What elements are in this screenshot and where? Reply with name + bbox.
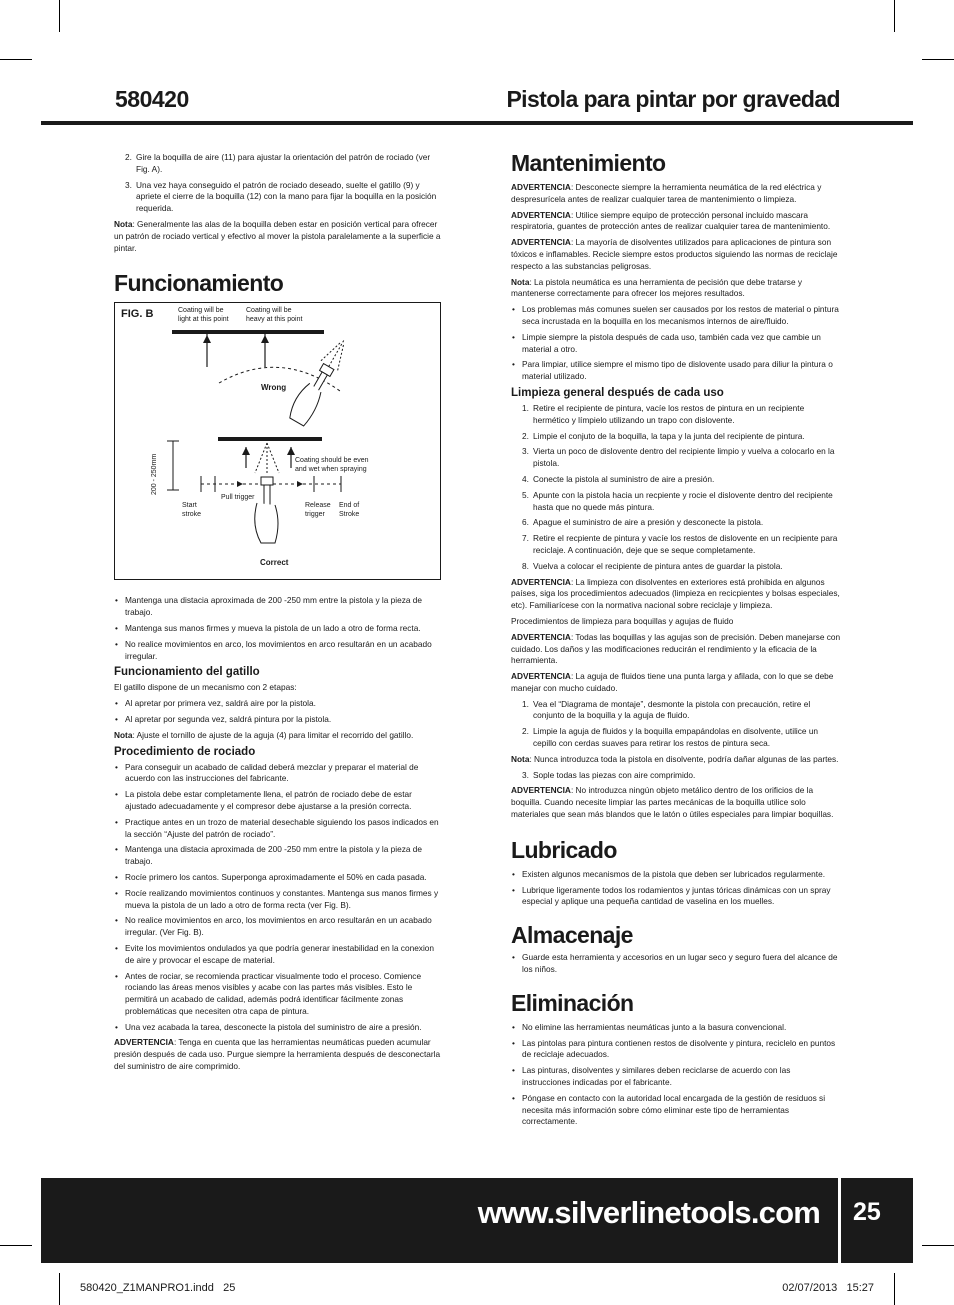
light-label: Coating will be light at this point	[178, 307, 229, 324]
list-item: • Mantenga una distacia aproximada de 200 -250 mm entre la pistola y la pieza de trabajo.	[114, 595, 444, 619]
list-item: • La pistola debe estar completamente llena, el patrón de rociado debe de estar ajustado adecuadamente y el compresor debe ajustarse a la presión correcta.	[114, 789, 444, 813]
spray-diagram	[115, 303, 440, 579]
list-item: 2. Limpie la aguja de fluidos y la boquilla empapándolas en disolvente, utilice un cepillo con cerdas suaves para retirar los restos de pintura seca.	[522, 726, 819, 749]
rociado-list	[114, 762, 444, 1034]
crop-mark	[894, 0, 895, 32]
list-item: 7. Retire el recpiente de pintura y vacíe los restos de dislovente en un recipiente para reciclaje. A continuación, deje que se seque completamente.	[522, 533, 838, 555]
intro-note: Nota: Generalmente las alas de la boquilla deben estar en posición vertical para ofrecer un patrón de rociado vertical y efectivo al mover la pistola paralelamente a la superficie a pintar.	[114, 218, 441, 253]
heavy-label: Coating will be heavy at this point	[246, 307, 303, 324]
hand-label: Pull trigger	[221, 494, 255, 502]
list-item: 3. Una vez haya conseguido el patrón de rociado deseado, suelte el gatillo (9) y apriete el cierre de la boquilla (12) con la mano para fijar la boquilla en la posición requerida.	[125, 179, 437, 214]
list-item: • Evite los movimientos ondulados ya que podría generar inestabilidad en la conexion de aire y provocar el escape de material.	[114, 943, 444, 967]
list-item: • Las pinturas, disolventes y similares deben reciclarse de acuerdo con las instrucciones indicadas por el fabricante.	[511, 1065, 841, 1089]
list-item: • Rocíe primero los cantos. Superponga aproximadamente el 50% en cada pasada.	[114, 872, 444, 884]
list-item: • Para limpiar, utilice siempre el mismo tipo de dislovente usado para diliur la pintura o material utilizado.	[511, 359, 841, 383]
start-label: Start stroke	[182, 502, 202, 519]
correct-label: Correct	[260, 558, 289, 568]
warning-paragraph: ADVERTENCIA: Tenga en cuenta que las herramientas neumáticas pueden acumular presión después de cada uso. Purgue siempre la herramienta después de desconectarla del suministro de aire comprimido.	[114, 1037, 441, 1072]
right-column	[511, 150, 841, 1132]
warning-paragraph: ADVERTENCIA: No introduzca ningún objeto metálico dentro de los orificios de la boquilla. Cuando necesite limpiar las partes mecánicas de la boquilla utilice solo materiales que sean más blandos que le latón o útiles especiales para limpiar boquillas.	[511, 785, 834, 820]
list-item: • Para conseguir un acabado de calidad deberá mezclar y preparar el material de acuerdo con las instrucciones del fabricante.	[114, 762, 444, 786]
section-title-funcionamiento: Funcionamiento	[114, 270, 284, 297]
crop-mark	[0, 1245, 32, 1246]
list-item: • Existen algunos mecanismos de la pistola que deben ser lubricados regularmente.	[511, 869, 841, 881]
list-item: 5. Apunte con la pistola hacia un recpiente y rocie el dislovente dentro del recipiente hasta que no quede más pintura.	[522, 489, 833, 512]
list-item: 4. Conecte la pistola al suministro de aire a presión.	[522, 473, 715, 484]
list-item: • Lubrique ligeramente todos los rodamientos y juntas tóricas dinámicas con un spray especial y aplique una pequeña cantidad de vaselina en los muelles.	[511, 885, 841, 909]
section-title-lubricado: Lubricado	[511, 836, 617, 863]
footer-divider	[838, 1178, 841, 1263]
wrong-label: Wrong	[261, 383, 287, 393]
list-item: 1. Retire el recipiente de pintura, vacíe los restos de pintura en un recipiente hermético y límpielo utilizando un trapo con dislovente.	[522, 402, 805, 425]
list-item: 2. Gire la boquilla de aire (11) para ajustar la orientación del patrón de rociado (ver Fig. A).	[125, 152, 431, 174]
header-rule	[41, 121, 913, 125]
subtitle-rociado: Procedimiento de rociado	[114, 745, 256, 758]
list-item: • Antes de rociar, se recomienda practicar visualmente todo el proceso. Comience rociando las áreas menos visibles y acabe con las partes más visibles. Esto le permitirá un acabado de calidad, además podrá identificar fácilmente zonas problemáticas que necesiten otra capa de pintura.	[114, 971, 444, 1018]
note-paragraph: Nota: Nunca introduzca toda la pistola en disolvente, podría dañar algunas de las partes.	[511, 753, 839, 764]
list-item: • Al apretar por primera vez, saldrá aire por la pistola.	[114, 698, 444, 710]
warning-paragraph: ADVERTENCIA: La limpieza con disolventes en exteriores está prohibida en algunos países, siga los procedimientos adecuados (limpieza en recicpientes y bolsas especiales, etc). Familiarícese con la normativa nacional sobre reciclaje y limpieza.	[511, 576, 840, 611]
crop-mark	[59, 1273, 60, 1305]
file-slug: 580420_Z1MANPRO1.indd 25	[80, 1282, 236, 1294]
list-item: • No realice movimientos en arco, los movimientos en arco resultarán en un acabado irregular. (Ver Fig. B).	[114, 915, 444, 939]
list-item: • Rocíe realizando movimientos continuos y constantes. Mantenga sus manos firmes y mueva la pistola de un lado a otro de forma recta (ver Fig. B).	[114, 888, 444, 912]
distance-label: 200 - 250mm	[151, 454, 158, 496]
list-item: • Practique antes en un trozo de material desechable siguiendo los pasos indicados en la sección “Ajuste del patrón de rociado”.	[114, 817, 444, 841]
date-slug: 02/07/2013 15:27	[782, 1282, 874, 1294]
intro-list	[114, 152, 444, 215]
crop-mark	[922, 1245, 954, 1246]
list-item: 3. Sople todas las piezas con aire comprimido.	[522, 769, 696, 780]
section-title-mantenimiento: Mantenimiento	[511, 150, 666, 176]
procedure-line: Procedimientos de limpieza para boquillas y agujas de fluido	[511, 615, 734, 626]
gatillo-intro: El gatillo dispone de un mecanismo con 2 etapas:	[114, 682, 297, 693]
bullets-a	[114, 595, 444, 662]
surface-bar	[218, 437, 322, 441]
subtitle-limpieza: Limpieza general después de cada uso	[511, 386, 724, 399]
spray-gun-wrong	[286, 335, 352, 427]
lub-bullets	[511, 869, 841, 908]
gatillo-note: Nota: Ajuste el tornillo de ajuste de la aguja (4) para limitar el recorrido del gatillo.	[114, 729, 414, 740]
gatillo-list	[114, 698, 444, 726]
warning-paragraph: ADVERTENCIA: Utilice siempre equipo de protección personal incluido mascara respiratoria, guantes de protección antes de realizar cualquier tarea de mantenimiento.	[511, 209, 831, 232]
aguja-list-cont	[511, 770, 841, 782]
section-title-almacenaje: Almacenaje	[511, 922, 633, 949]
list-item: • Mantenga una distacia aproximada de 200 -250 mm entre la pistola y la pieza de trabajo.	[114, 844, 444, 868]
subtitle-gatillo: Funcionamiento del gatillo	[114, 666, 260, 679]
warning-paragraph: ADVERTENCIA: Todas las boquillas y las agujas son de precisión. Deben manejarse con cuidado. Los daños y las modificaciones reducirán el rendimiento y la eficacia de la herramienta.	[511, 631, 841, 666]
list-item: 2. Limpie el conjuto de la boquilla, la tapa y la junta del recipiente de pintura.	[522, 430, 805, 441]
list-item: • Los problemas más comunes suelen ser causados por los restos de material o pintura seca incrustada en la boquilla en los mecanismos internos de aire/fluido.	[511, 304, 841, 328]
end-label: End of Stroke	[339, 502, 360, 519]
mant-bullets	[511, 304, 841, 383]
even-label: Coating should be even and wet when spraying	[295, 457, 369, 474]
note-paragraph: Nota: La pistola neumática es una herramienta de pecisión que debe tratarse y mantenerse correctamente para ofrecer los mejores resultados.	[511, 276, 803, 299]
page-title: Pistola para pintar por gravedad	[506, 86, 840, 112]
crop-mark	[0, 59, 32, 60]
section-title-eliminacion: Eliminación	[511, 989, 634, 1016]
product-code: 580420	[115, 86, 189, 112]
list-item: • Guarde esta herramienta y accesorios en un lugar seco y seguro fuera del alcance de los niños.	[511, 952, 841, 976]
list-item: • Las pintolas para pintura contienen restos de disolvente y pintura, reciclelo en puntos de reciclaje adecuados.	[511, 1038, 841, 1062]
crop-mark	[922, 59, 954, 60]
warning-paragraph: ADVERTENCIA: Desconecte siempre la herramienta neumática de la red eléctrica y despresurícela antes de realizar cualquier tarea de mantenimiento o limpieza.	[511, 182, 822, 204]
warning-paragraph: ADVERTENCIA: La mayoría de disolventes utilizados para aplicaciones de pintura son tóxicos e inflamables. Recicle siempre estos productos siguiendo las normas de reciclaje respecto a las substancias peligrosas.	[511, 237, 838, 271]
spray-gun-correct	[255, 477, 278, 543]
alm-bullets	[511, 952, 841, 976]
aguja-list	[511, 699, 841, 750]
list-item: 1. Vea el “Diagrama de montaje”, desmonte la pistola con precaución, retire el conjunto de la boquilla y la aguja de fluido.	[522, 698, 811, 721]
limpieza-list	[511, 403, 841, 573]
list-item: 8. Vuelva a colocar el recipiente de pintura antes de guardar la pistola.	[522, 560, 783, 571]
list-item: • Una vez acabada la tarea, desconecte la pistola del suministro de aire a presión.	[114, 1022, 444, 1034]
left-column	[114, 152, 444, 1077]
surface-bar	[172, 330, 324, 334]
list-item: 6. Apague el suministro de aire a presión y desconecte la pistola.	[522, 517, 764, 528]
list-item: • Limpie siempre la pistola después de cada uso, también cada vez que cambie un material a otro.	[511, 332, 841, 356]
crop-mark	[894, 1273, 895, 1305]
list-item: • Póngase en contacto con la autoridad local encargada de la gestión de residuos si necesita más información sobre cómo eliminar este tipo de herramientas correctamente.	[511, 1093, 841, 1128]
list-item: • Al apretar por segunda vez, saldrá pintura por la pistola.	[114, 714, 444, 726]
warning-paragraph: ADVERTENCIA: La aguja de fluidos tiene una punta larga y afilada, con lo que se debe manejar con mucho cuidado.	[511, 671, 834, 693]
list-item: • No elimine las herramientas neumáticas junto a la basura convencional.	[511, 1022, 841, 1034]
release-label: Release trigger	[305, 502, 331, 519]
figure-label: FIG. B	[121, 308, 154, 321]
list-item: • Mantenga sus manos firmes y mueva la pistola de un lado a otro de forma recta.	[114, 623, 444, 635]
list-item: • No realice movimientos en arco, los movimientos en arco resultarán en un acabado irregular.	[114, 639, 444, 663]
website-link[interactable]: www.silverlinetools.com	[477, 1195, 820, 1230]
crop-mark	[59, 0, 60, 32]
page-number: 25	[853, 1198, 881, 1226]
list-item: 3. Vierta un poco de dislovente dentro del recipiente limpio y vuelva a colocarlo en la pistola.	[522, 446, 835, 469]
figure-b	[114, 302, 441, 580]
elim-bullets	[511, 1022, 841, 1128]
